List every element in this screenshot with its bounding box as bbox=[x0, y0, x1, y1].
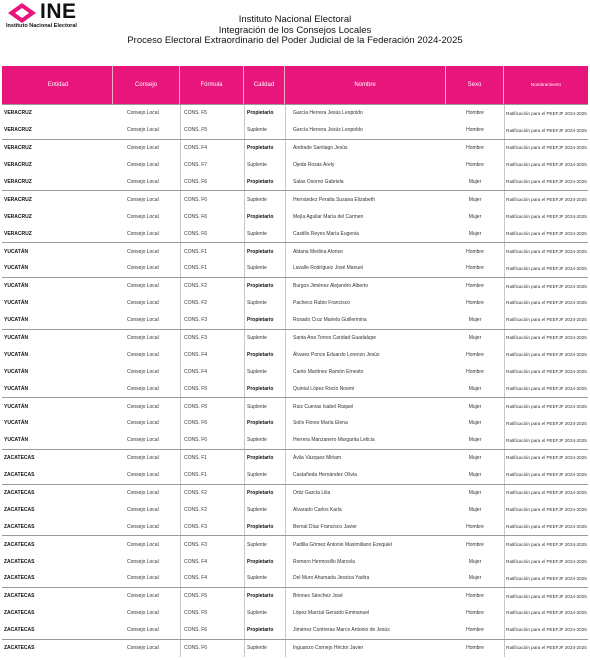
cell-calidad: Suplente bbox=[244, 157, 285, 174]
table-row bbox=[2, 242, 588, 260]
cell-calidad: Propietario bbox=[244, 485, 285, 502]
cell-nombre: Andrade Santiago Jesús bbox=[285, 140, 446, 157]
cell-nombre: Herrera Manzanero Margarita Leticia bbox=[285, 432, 446, 449]
cell-formula: CONS. F2 bbox=[180, 295, 244, 312]
col-consejo: Consejo bbox=[113, 66, 180, 104]
cell-nombre: Castillo Reyes María Eugenia bbox=[285, 225, 446, 242]
cell-consejo: Consejo Local bbox=[127, 248, 159, 255]
table-row bbox=[2, 484, 588, 502]
table-row bbox=[2, 295, 588, 312]
cell-formula: CONS. F3 bbox=[180, 518, 244, 535]
cell-formula: CONS. F6 bbox=[180, 174, 244, 191]
cell-sexo: Mujer bbox=[468, 472, 482, 479]
cell-nombre: Mejía Aguilar María del Carmen bbox=[285, 208, 446, 225]
cell-calidad: Suplente bbox=[244, 260, 285, 277]
cell-calidad: Propietario bbox=[244, 105, 285, 122]
cell-nombramiento: Ratificación para el PEEFJF 2024-2025 bbox=[504, 622, 588, 639]
cell-formula: CONS. F6 bbox=[180, 415, 244, 432]
table-row bbox=[2, 639, 588, 657]
table-row bbox=[2, 380, 588, 397]
cell-consejo: Consejo Local bbox=[127, 610, 159, 617]
cell-formula: CONS. F5 bbox=[180, 605, 244, 622]
cell-consejo: Consejo Local bbox=[127, 335, 159, 342]
cell-nombramiento: Ratificación para el PEEFJF 2024-2025 bbox=[504, 278, 588, 295]
cell-nombre: Ortiz García Lilia bbox=[285, 485, 446, 502]
cell-nombramiento: Ratificación para el PEEFJF 2024-2025 bbox=[504, 588, 588, 605]
cell-entidad: YUCATÁN bbox=[4, 317, 29, 324]
cell-entidad: YUCATÁN bbox=[4, 265, 29, 272]
table-row bbox=[2, 415, 588, 432]
cell-calidad: Suplente bbox=[244, 122, 285, 139]
cell-formula: CONS. F3 bbox=[180, 312, 244, 329]
cell-sexo: Mujer bbox=[468, 575, 482, 582]
table-row bbox=[2, 518, 588, 535]
cell-formula: CONS. F6 bbox=[180, 622, 244, 639]
cell-entidad: ZACATECAS bbox=[4, 593, 35, 600]
cell-formula: CONS. F6 bbox=[180, 225, 244, 242]
cell-sexo: Hombre bbox=[466, 127, 484, 134]
cell-consejo: Consejo Local bbox=[127, 593, 159, 600]
table-row bbox=[2, 553, 588, 570]
cell-consejo: Consejo Local bbox=[127, 506, 159, 513]
header-line-1: Instituto Nacional Electoral bbox=[238, 14, 352, 25]
cell-entidad: YUCATÁN bbox=[4, 335, 29, 342]
cell-entidad: ZACATECAS bbox=[4, 558, 35, 565]
cell-calidad: Suplente bbox=[244, 501, 285, 518]
table-row bbox=[2, 397, 588, 415]
cell-consejo: Consejo Local bbox=[127, 196, 159, 203]
cell-consejo: Consejo Local bbox=[127, 300, 159, 307]
cell-nombre: Burgos Jiménez Alejandro Alberto bbox=[285, 278, 446, 295]
cell-sexo: Mujer bbox=[468, 403, 482, 410]
cell-sexo: Hombre bbox=[466, 248, 484, 255]
table-row bbox=[2, 432, 588, 449]
cell-sexo: Mujer bbox=[468, 385, 482, 392]
cell-sexo: Hombre bbox=[466, 645, 484, 652]
cell-calidad: Propietario bbox=[244, 312, 285, 329]
cell-sexo: Mujer bbox=[468, 335, 482, 342]
cell-nombramiento: Ratificación para el PEEFJF 2024-2025 bbox=[504, 640, 588, 657]
cell-entidad: VERACRUZ bbox=[4, 127, 32, 134]
cell-entidad: VERACRUZ bbox=[4, 110, 32, 117]
cell-formula: CONS. F5 bbox=[180, 380, 244, 397]
cell-nombre: Santa Ana Torres Caridad Guadalupe bbox=[285, 330, 446, 347]
cell-nombramiento: Ratificación para el PEEFJF 2024-2025 bbox=[504, 570, 588, 587]
cell-entidad: VERACRUZ bbox=[4, 230, 32, 237]
col-sexo: Sexo bbox=[446, 66, 504, 104]
cell-consejo: Consejo Local bbox=[127, 368, 159, 375]
cell-formula: CONS. F1 bbox=[180, 467, 244, 484]
cell-sexo: Mujer bbox=[468, 558, 482, 565]
cell-consejo: Consejo Local bbox=[127, 283, 159, 290]
cell-formula: CONS. F5 bbox=[180, 122, 244, 139]
table-row bbox=[2, 467, 588, 484]
cell-formula: CONS. F5 bbox=[180, 398, 244, 415]
cell-calidad: Suplente bbox=[244, 536, 285, 553]
cell-consejo: Consejo Local bbox=[127, 523, 159, 530]
cell-entidad: YUCATÁN bbox=[4, 437, 29, 444]
cell-entidad: YUCATÁN bbox=[4, 300, 29, 307]
cell-sexo: Hombre bbox=[466, 368, 484, 375]
cell-formula: CONS. F6 bbox=[180, 640, 244, 657]
cell-nombre: Inguanzo Cornejo Héctor Javier bbox=[285, 640, 446, 657]
col-calidad: Calidad bbox=[244, 66, 285, 104]
cell-nombre: Jiménez Contreras Marco Antonio de Jesús bbox=[285, 622, 446, 639]
cell-sexo: Hombre bbox=[466, 541, 484, 548]
cell-entidad: VERACRUZ bbox=[4, 162, 32, 169]
cell-formula: CONS. F3 bbox=[180, 330, 244, 347]
cell-calidad: Suplente bbox=[244, 570, 285, 587]
cell-nombramiento: Ratificación para el PEEFJF 2024-2025 bbox=[504, 605, 588, 622]
cell-nombre: Lavalle Rodríguez José Manuel bbox=[285, 260, 446, 277]
table-row bbox=[2, 225, 588, 242]
cell-entidad: ZACATECAS bbox=[4, 541, 35, 548]
col-formula: Fórmula bbox=[180, 66, 244, 104]
cell-formula: CONS. F1 bbox=[180, 450, 244, 467]
cell-calidad: Propietario bbox=[244, 243, 285, 260]
table-row bbox=[2, 260, 588, 277]
cell-formula: CONS. F4 bbox=[180, 363, 244, 380]
cell-entidad: YUCATÁN bbox=[4, 403, 29, 410]
cell-sexo: Mujer bbox=[468, 317, 482, 324]
cell-calidad: Propietario bbox=[244, 174, 285, 191]
cell-calidad: Suplente bbox=[244, 225, 285, 242]
cell-nombramiento: Ratificación para el PEEFJF 2024-2025 bbox=[504, 380, 588, 397]
cell-sexo: Mujer bbox=[468, 490, 482, 497]
cell-formula: CONS. F4 bbox=[180, 140, 244, 157]
cell-nombramiento: Ratificación para el PEEFJF 2024-2025 bbox=[504, 105, 588, 122]
table-row bbox=[2, 363, 588, 380]
cell-formula: CONS. F2 bbox=[180, 485, 244, 502]
cell-calidad: Propietario bbox=[244, 622, 285, 639]
cell-nombre: López Marcial Gerardo Emmanuel bbox=[285, 605, 446, 622]
table-body bbox=[2, 104, 588, 657]
table-row bbox=[2, 157, 588, 174]
cell-entidad: ZACATECAS bbox=[4, 506, 35, 513]
cell-nombramiento: Ratificación para el PEEFJF 2024-2025 bbox=[504, 295, 588, 312]
table-row bbox=[2, 535, 588, 553]
cell-entidad: YUCATÁN bbox=[4, 351, 29, 358]
table-header bbox=[2, 66, 588, 104]
col-nombre: Nombre bbox=[285, 66, 446, 104]
cell-nombramiento: Ratificación para el PEEFJF 2024-2025 bbox=[504, 553, 588, 570]
table-row bbox=[2, 605, 588, 622]
table-row bbox=[2, 449, 588, 467]
cell-consejo: Consejo Local bbox=[127, 127, 159, 134]
table-row bbox=[2, 587, 588, 605]
cell-consejo: Consejo Local bbox=[127, 145, 159, 152]
ine-wordmark: INE bbox=[40, 0, 77, 23]
cell-sexo: Mujer bbox=[468, 506, 482, 513]
cell-nombramiento: Ratificación para el PEEFJF 2024-2025 bbox=[504, 398, 588, 415]
cell-nombre: Castañeda Hernández Olivia bbox=[285, 467, 446, 484]
cell-nombre: Bernal Díaz Francisco Javier bbox=[285, 518, 446, 535]
cell-nombre: Padilla Gómez Antonio Maximiliano Ezequiel bbox=[285, 536, 446, 553]
cell-consejo: Consejo Local bbox=[127, 455, 159, 462]
cell-entidad: ZACATECAS bbox=[4, 490, 35, 497]
table-row bbox=[2, 277, 588, 295]
cell-nombre: Hernández Peralta Susana Elizabeth bbox=[285, 191, 446, 208]
cell-formula: CONS. F4 bbox=[180, 553, 244, 570]
cell-formula: CONS. F2 bbox=[180, 278, 244, 295]
cell-formula: CONS. F7 bbox=[180, 157, 244, 174]
cell-nombramiento: Ratificación para el PEEFJF 2024-2025 bbox=[504, 140, 588, 157]
cell-consejo: Consejo Local bbox=[127, 403, 159, 410]
cell-formula: CONS. F4 bbox=[180, 570, 244, 587]
cell-nombramiento: Ratificación para el PEEFJF 2024-2025 bbox=[504, 208, 588, 225]
cell-nombre: Álvarez Ponce Eduardo Lorenzo Jesús bbox=[285, 346, 446, 363]
cell-nombre: Del Muro Ahumada Jessica Yadira bbox=[285, 570, 446, 587]
cell-entidad: YUCATÁN bbox=[4, 283, 29, 290]
cell-sexo: Mujer bbox=[468, 230, 482, 237]
cell-consejo: Consejo Local bbox=[127, 645, 159, 652]
cell-entidad: VERACRUZ bbox=[4, 196, 32, 203]
cell-formula: CONS. F6 bbox=[180, 191, 244, 208]
cell-entidad: YUCATÁN bbox=[4, 368, 29, 375]
cell-sexo: Hombre bbox=[466, 300, 484, 307]
table-row bbox=[2, 139, 588, 157]
cell-calidad: Propietario bbox=[244, 518, 285, 535]
cell-sexo: Hombre bbox=[466, 283, 484, 290]
cell-nombramiento: Ratificación para el PEEFJF 2024-2025 bbox=[504, 432, 588, 449]
cell-entidad: ZACATECAS bbox=[4, 455, 35, 462]
cell-entidad: ZACATECAS bbox=[4, 472, 35, 479]
cell-calidad: Propietario bbox=[244, 415, 285, 432]
table-row bbox=[2, 570, 588, 587]
header-line-2: Integración de los Consejos Locales bbox=[218, 24, 372, 36]
table-row bbox=[2, 174, 588, 191]
cell-consejo: Consejo Local bbox=[127, 437, 159, 444]
cell-calidad: Propietario bbox=[244, 140, 285, 157]
cell-nombramiento: Ratificación para el PEEFJF 2024-2025 bbox=[504, 330, 588, 347]
cell-consejo: Consejo Local bbox=[127, 230, 159, 237]
cell-formula: CONS. F4 bbox=[180, 346, 244, 363]
cell-consejo: Consejo Local bbox=[127, 420, 159, 427]
cell-entidad: ZACATECAS bbox=[4, 645, 35, 652]
cell-nombre: García Herrera Jesús Leopoldo bbox=[285, 105, 446, 122]
cell-calidad: Suplente bbox=[244, 398, 285, 415]
cell-entidad: ZACATECAS bbox=[4, 575, 35, 582]
cell-entidad: YUCATÁN bbox=[4, 248, 29, 255]
cell-nombramiento: Ratificación para el PEEFJF 2024-2025 bbox=[504, 485, 588, 502]
table-row bbox=[2, 622, 588, 639]
table-row bbox=[2, 122, 588, 139]
cell-sexo: Hombre bbox=[466, 145, 484, 152]
cell-consejo: Consejo Local bbox=[127, 265, 159, 272]
cell-nombramiento: Ratificación para el PEEFJF 2024-2025 bbox=[504, 191, 588, 208]
cell-nombramiento: Ratificación para el PEEFJF 2024-2025 bbox=[504, 122, 588, 139]
cell-sexo: Mujer bbox=[468, 213, 482, 220]
cell-nombre: Aldana Medina Alonso bbox=[285, 243, 446, 260]
table-row bbox=[2, 190, 588, 208]
cell-nombre: Ruiz Cuevas Isabel Raquel bbox=[285, 398, 446, 415]
cell-nombre: García Herrera Jesús Leopoldo bbox=[285, 122, 446, 139]
cell-nombramiento: Ratificación para el PEEFJF 2024-2025 bbox=[504, 174, 588, 191]
col-entidad: Entidad bbox=[2, 66, 113, 104]
cell-sexo: Mujer bbox=[468, 455, 482, 462]
cell-nombramiento: Ratificación para el PEEFJF 2024-2025 bbox=[504, 346, 588, 363]
table-row bbox=[2, 501, 588, 518]
cell-entidad: ZACATECAS bbox=[4, 523, 35, 530]
table-row bbox=[2, 312, 588, 329]
cell-consejo: Consejo Local bbox=[127, 317, 159, 324]
ine-logo-subtitle: Instituto Nacional Electoral bbox=[6, 23, 77, 29]
cell-formula: CONS. F3 bbox=[180, 536, 244, 553]
cell-consejo: Consejo Local bbox=[127, 558, 159, 565]
cell-sexo: Hombre bbox=[466, 351, 484, 358]
cell-calidad: Propietario bbox=[244, 346, 285, 363]
cell-entidad: VERACRUZ bbox=[4, 213, 32, 220]
cell-nombramiento: Ratificación para el PEEFJF 2024-2025 bbox=[504, 415, 588, 432]
cell-nombre: Romero Hermosillo Marcela bbox=[285, 553, 446, 570]
cell-formula: CONS. F1 bbox=[180, 243, 244, 260]
cell-nombre: Ojeda Rosas Arely bbox=[285, 157, 446, 174]
cell-calidad: Suplente bbox=[244, 191, 285, 208]
cell-nombramiento: Ratificación para el PEEFJF 2024-2025 bbox=[504, 450, 588, 467]
cell-formula: CONS. F6 bbox=[180, 432, 244, 449]
cell-sexo: Hombre bbox=[466, 593, 484, 600]
cell-sexo: Mujer bbox=[468, 420, 482, 427]
cell-consejo: Consejo Local bbox=[127, 385, 159, 392]
cell-nombramiento: Ratificación para el PEEFJF 2024-2025 bbox=[504, 467, 588, 484]
cell-nombre: Rosado Cruz Mariela Guillermina bbox=[285, 312, 446, 329]
cell-sexo: Hombre bbox=[466, 110, 484, 117]
cell-entidad: YUCATÁN bbox=[4, 420, 29, 427]
cell-entidad: VERACRUZ bbox=[4, 179, 32, 185]
cell-formula: CONS. F2 bbox=[180, 501, 244, 518]
cell-formula: CONS. F1 bbox=[180, 260, 244, 277]
cell-consejo: Consejo Local bbox=[127, 110, 159, 117]
cell-calidad: Suplente bbox=[244, 432, 285, 449]
cell-entidad: ZACATECAS bbox=[4, 610, 35, 617]
cell-consejo: Consejo Local bbox=[127, 490, 159, 497]
cell-calidad: Propietario bbox=[244, 450, 285, 467]
cell-nombre: Quintal López Rocío Noemí bbox=[285, 380, 446, 397]
cell-consejo: Consejo Local bbox=[127, 162, 159, 169]
cell-calidad: Suplente bbox=[244, 295, 285, 312]
cell-nombre: Alvarado Carlos Karla bbox=[285, 501, 446, 518]
cell-calidad: Suplente bbox=[244, 363, 285, 380]
cell-formula: CONS. F5 bbox=[180, 588, 244, 605]
cell-nombramiento: Ratificación para el PEEFJF 2024-2025 bbox=[504, 501, 588, 518]
cell-consejo: Consejo Local bbox=[127, 351, 159, 358]
cell-nombre: Ávila Vázquez Miriam bbox=[285, 450, 446, 467]
cell-sexo: Hombre bbox=[466, 265, 484, 272]
cell-consejo: Consejo Local bbox=[127, 575, 159, 582]
cell-calidad: Propietario bbox=[244, 588, 285, 605]
cell-consejo: Consejo Local bbox=[127, 179, 159, 185]
cell-entidad: YUCATÁN bbox=[4, 385, 29, 392]
cell-calidad: Suplente bbox=[244, 467, 285, 484]
col-nombramiento: Nombramiento bbox=[530, 82, 562, 88]
cell-nombramiento: Ratificación para el PEEFJF 2024-2025 bbox=[504, 243, 588, 260]
consejos-table bbox=[2, 66, 588, 657]
cell-formula: CONS. F5 bbox=[180, 105, 244, 122]
document-header bbox=[0, 15, 590, 47]
table-row bbox=[2, 346, 588, 363]
cell-sexo: Hombre bbox=[466, 523, 484, 530]
table-row bbox=[2, 208, 588, 225]
cell-consejo: Consejo Local bbox=[127, 472, 159, 479]
cell-nombramiento: Ratificación para el PEEFJF 2024-2025 bbox=[504, 536, 588, 553]
cell-nombramiento: Ratificación para el PEEFJF 2024-2025 bbox=[504, 363, 588, 380]
cell-sexo: Mujer bbox=[468, 196, 482, 203]
cell-sexo: Mujer bbox=[468, 179, 482, 185]
cell-entidad: VERACRUZ bbox=[4, 145, 32, 152]
cell-sexo: Hombre bbox=[466, 610, 484, 617]
cell-calidad: Suplente bbox=[244, 605, 285, 622]
cell-calidad: Suplente bbox=[244, 640, 285, 657]
cell-nombramiento: Ratificación para el PEEFJF 2024-2025 bbox=[504, 312, 588, 329]
cell-nombre: Briones Sánchez José bbox=[285, 588, 446, 605]
cell-nombramiento: Ratificación para el PEEFJF 2024-2025 bbox=[504, 157, 588, 174]
cell-nombre: Solís Flores María Elena bbox=[285, 415, 446, 432]
cell-sexo: Hombre bbox=[466, 162, 484, 169]
cell-calidad: Propietario bbox=[244, 553, 285, 570]
cell-calidad: Propietario bbox=[244, 208, 285, 225]
cell-consejo: Consejo Local bbox=[127, 541, 159, 548]
header-line-3: Proceso Electoral Extraordinario del Poder Judicial de la Federación 2024-2025 bbox=[127, 35, 463, 46]
cell-formula: CONS. F6 bbox=[180, 208, 244, 225]
cell-entidad: ZACATECAS bbox=[4, 627, 35, 634]
cell-nombre: Salas Osorno Gabriela bbox=[285, 174, 446, 191]
table-row bbox=[2, 329, 588, 347]
cell-consejo: Consejo Local bbox=[127, 627, 159, 634]
cell-calidad: Propietario bbox=[244, 278, 285, 295]
cell-nombre: Pacheco Rubio Francisco bbox=[285, 295, 446, 312]
table-row bbox=[2, 104, 588, 122]
cell-calidad: Propietario bbox=[244, 380, 285, 397]
cell-nombre: Canto Martínez Ramón Ernesto bbox=[285, 363, 446, 380]
cell-nombramiento: Ratificación para el PEEFJF 2024-2025 bbox=[504, 518, 588, 535]
cell-nombramiento: Ratificación para el PEEFJF 2024-2025 bbox=[504, 260, 588, 277]
cell-sexo: Mujer bbox=[468, 437, 482, 444]
cell-consejo: Consejo Local bbox=[127, 213, 159, 220]
cell-nombramiento: Ratificación para el PEEFJF 2024-2025 bbox=[504, 225, 588, 242]
cell-sexo: Hombre bbox=[466, 627, 484, 634]
cell-calidad: Suplente bbox=[244, 330, 285, 347]
